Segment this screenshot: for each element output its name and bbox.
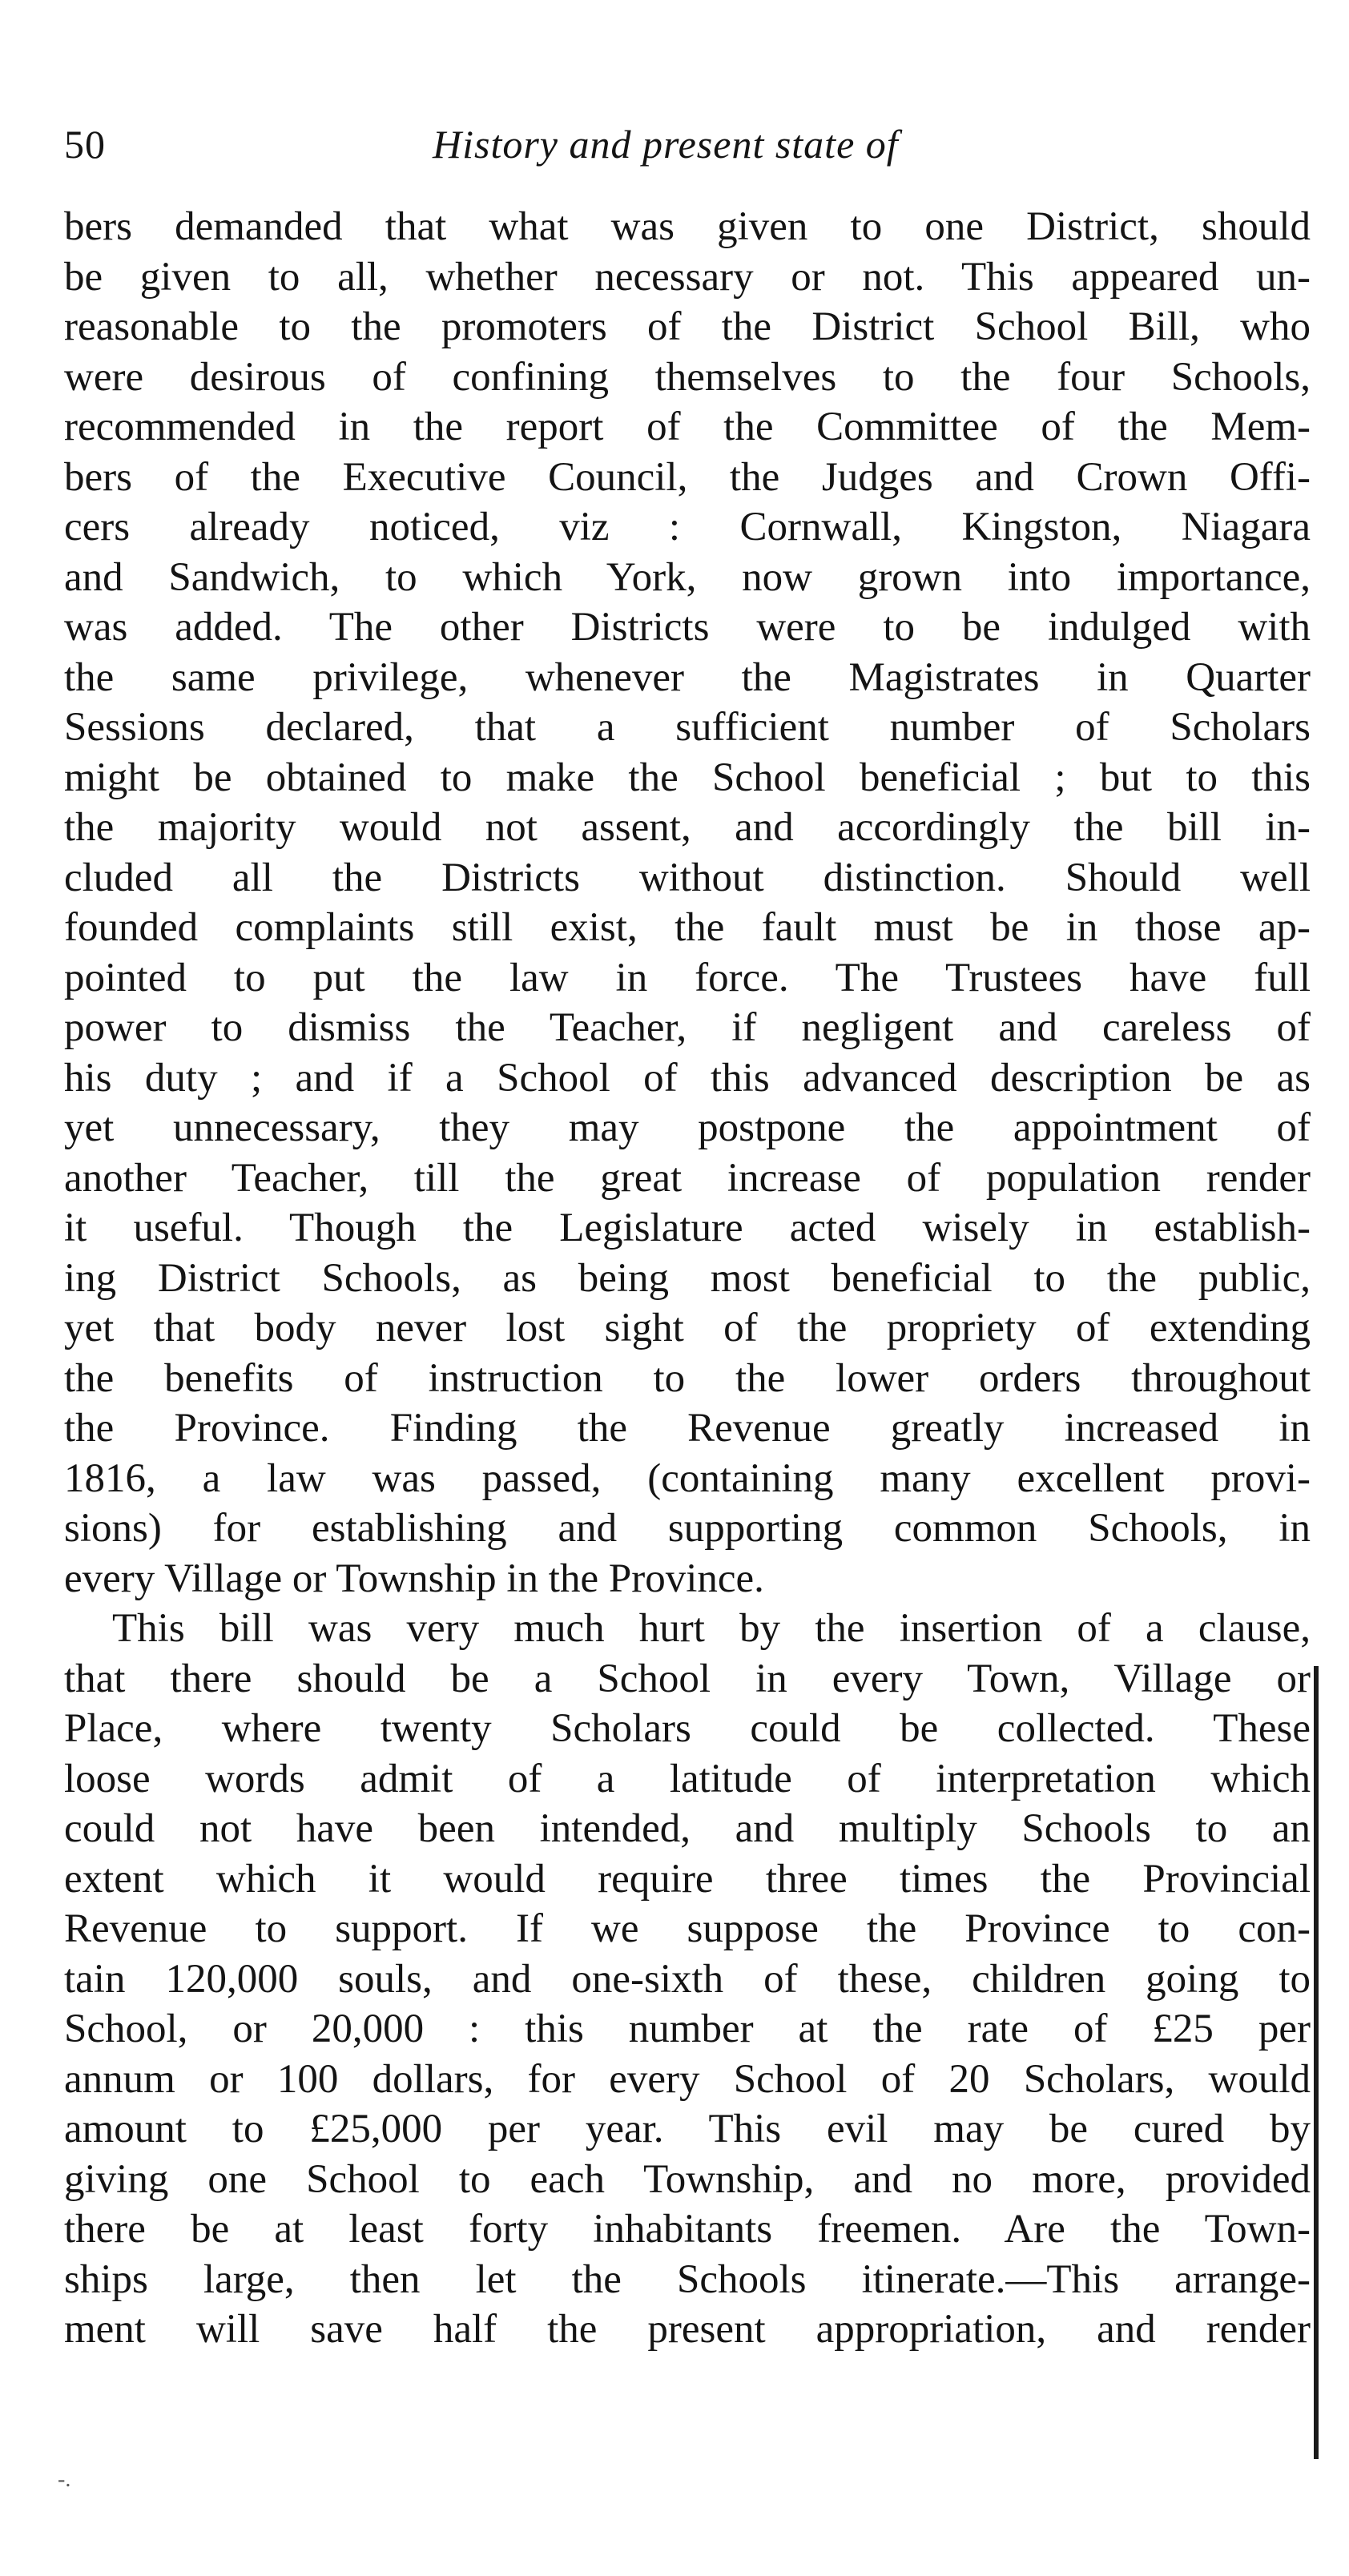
text-line: yet that body never lost sight of the propriety of extending — [64, 1306, 1311, 1350]
footer-mark: -. — [58, 2467, 71, 2492]
text-line: yet unnecessary, they may postpone the appointment of — [64, 1105, 1311, 1150]
page-number: 50 — [64, 122, 106, 167]
text-line: annum or 100 dollars, for every School of 20 Scholars, would — [64, 2056, 1311, 2102]
text-line: there be at least forty inhabitants freemen. Are the Town- — [64, 2207, 1311, 2252]
text-line: might be obtained to make the School beneficial ; but to this — [64, 755, 1311, 800]
text-line: tain 120,000 souls, and one-sixth of these, children going to — [64, 1956, 1311, 2002]
text-line: 1816, a law was passed, (containing many excellent provi- — [64, 1455, 1311, 1501]
text-line: bers of the Executive Council, the Judges and Crown Offi- — [64, 454, 1311, 500]
text-line: sions) for establishing and supporting common Schools, in — [64, 1506, 1311, 1551]
text-line: Place, where twenty Scholars could be collected. These — [64, 1706, 1311, 1751]
text-line: the majority would not assent, and accordingly the bill in- — [64, 805, 1311, 850]
text-line: power to dismiss the Teacher, if negligent and careless of — [64, 1005, 1311, 1050]
text-line: Sessions declared, that a sufficient number of Scholars — [64, 705, 1311, 750]
text-line: amount to £25,000 per year. This evil may be cured by — [64, 2107, 1311, 2151]
text-line: reasonable to the promoters of the District School Bill, who — [64, 304, 1311, 349]
text-line: recommended in the report of the Committee of the Mem- — [64, 405, 1311, 449]
text-line: could not have been intended, and multiply Schools to an — [64, 1806, 1311, 1851]
text-line: that there should be a School in every Town, Village or — [64, 1656, 1311, 1701]
text-line: pointed to put the law in force. The Trustees have full — [64, 955, 1311, 1000]
text-line: his duty ; and if a School of this advanced description be as — [64, 1055, 1311, 1101]
text-line: cers already noticed, viz : Cornwall, Kingston, Niagara — [64, 505, 1311, 549]
text-line: giving one School to each Township, and no more, provided — [64, 2156, 1311, 2202]
page-header — [56, 112, 1306, 176]
text-line: another Teacher, till the great increase of population render — [64, 1155, 1311, 1201]
paragraph-start-line: This bill was very much hurt by the insertion of a clause, — [112, 1606, 1311, 1651]
text-line: were desirous of confining themselves to the four Schools, — [64, 354, 1311, 400]
text-line: ing District Schools, as being most beneficial to the public, — [64, 1255, 1311, 1301]
text-line: the benefits of instruction to the lower orders throughout — [64, 1355, 1311, 1401]
text-line: the Province. Finding the Revenue greatly increased in — [64, 1406, 1311, 1451]
text-line: ment will save half the present appropriation, and render — [64, 2307, 1311, 2352]
text-line: founded complaints still exist, the fault must be in those ap- — [64, 905, 1311, 950]
text-line: bers demanded that what was given to one District, should — [64, 204, 1311, 249]
binding-edge-rule — [1314, 1666, 1319, 2459]
paragraph-end-line: every Village or Township in the Province. — [64, 1556, 764, 1601]
text-line: was added. The other Districts were to be indulged with — [64, 605, 1311, 650]
text-line: loose words admit of a latitude of interpretation which — [64, 1756, 1311, 1801]
text-line: School, or 20,000 : this number at the rate of £25 per — [64, 2006, 1311, 2051]
text-line: it useful. Though the Legislature acted wisely in establish- — [64, 1205, 1311, 1250]
text-line: the same privilege, whenever the Magistrates in Quarter — [64, 654, 1311, 700]
text-line: Revenue to support. If we suppose the Province to con- — [64, 1906, 1311, 1951]
running-head: History and present state of — [433, 122, 899, 167]
text-line: be given to all, whether necessary or not. This appeared un- — [64, 254, 1311, 300]
body-text — [64, 202, 1311, 2355]
text-line: ships large, then let the Schools itinerate.—This arrange- — [64, 2256, 1311, 2302]
text-line: and Sandwich, to which York, now grown into importance, — [64, 554, 1311, 600]
text-line: cluded all the Districts without distinction. Should well — [64, 855, 1311, 900]
text-line: extent which it would require three times the Provincial — [64, 1856, 1311, 1902]
